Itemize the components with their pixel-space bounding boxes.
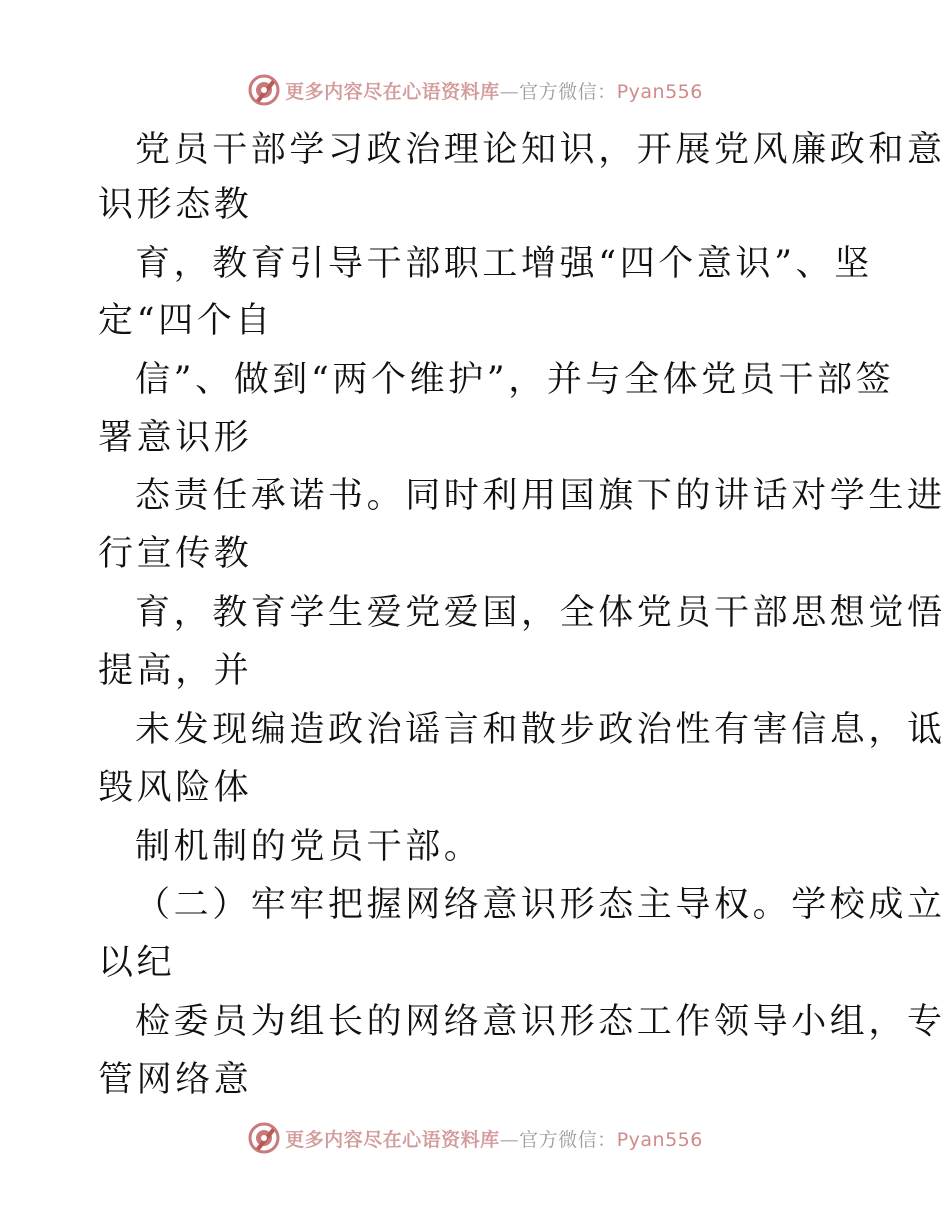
text-line: 育，教育引导干部职工增强“四个意识”、坚 [135, 244, 873, 284]
text-line: 态责任承诺书。同时利用国旗下的讲话对学生进 [135, 476, 946, 516]
watermark-brand: 更多内容尽在心语资料库 [285, 1128, 500, 1151]
text-line: 行宣传教 [98, 534, 253, 574]
text-line: 制机制的党员干部。 [135, 827, 483, 867]
text-line: 检委员为组长的网络意识形态工作领导小组，专 [135, 1002, 946, 1042]
text-line: （二）牢牢把握网络意识形态主导权。学校成立 [135, 885, 946, 925]
watermark-wechat-id: Pyan556 [616, 1128, 703, 1151]
watermark-brand: 更多内容尽在心语资料库 [285, 80, 500, 103]
text-line: 定“四个自 [98, 301, 274, 341]
pen-logo-icon [247, 1121, 281, 1155]
text-line: 署意识形 [98, 418, 253, 458]
footer-watermark [0, 1118, 950, 1158]
text-line: 识形态教 [98, 185, 253, 225]
watermark-wechat-id: Pyan556 [616, 80, 703, 103]
pen-logo-icon [247, 73, 281, 107]
text-line: 以纪 [98, 943, 176, 983]
text-line: 未发现编造政治谣言和散步政治性有害信息，诋 [135, 710, 946, 750]
watermark-official-label: 官方微信： [519, 80, 617, 103]
text-line: 育，教育学生爱党爱国，全体党员干部思想觉悟 [135, 593, 946, 633]
watermark-text [285, 1125, 703, 1152]
text-line: 党员干部学习政治理论知识，开展党风廉政和意 [135, 130, 946, 170]
text-line: 信”、做到“两个维护”，并与全体党员干部签 [135, 360, 895, 400]
header-watermark [0, 70, 950, 110]
watermark-official-label: 官方微信： [519, 1128, 617, 1151]
text-line: 毁风险体 [98, 768, 253, 808]
text-line: 管网络意 [98, 1060, 253, 1100]
watermark-text [285, 77, 703, 104]
watermark-dash: — [499, 1128, 520, 1151]
text-line: 提高，并 [98, 651, 253, 691]
watermark-dash: — [499, 80, 520, 103]
